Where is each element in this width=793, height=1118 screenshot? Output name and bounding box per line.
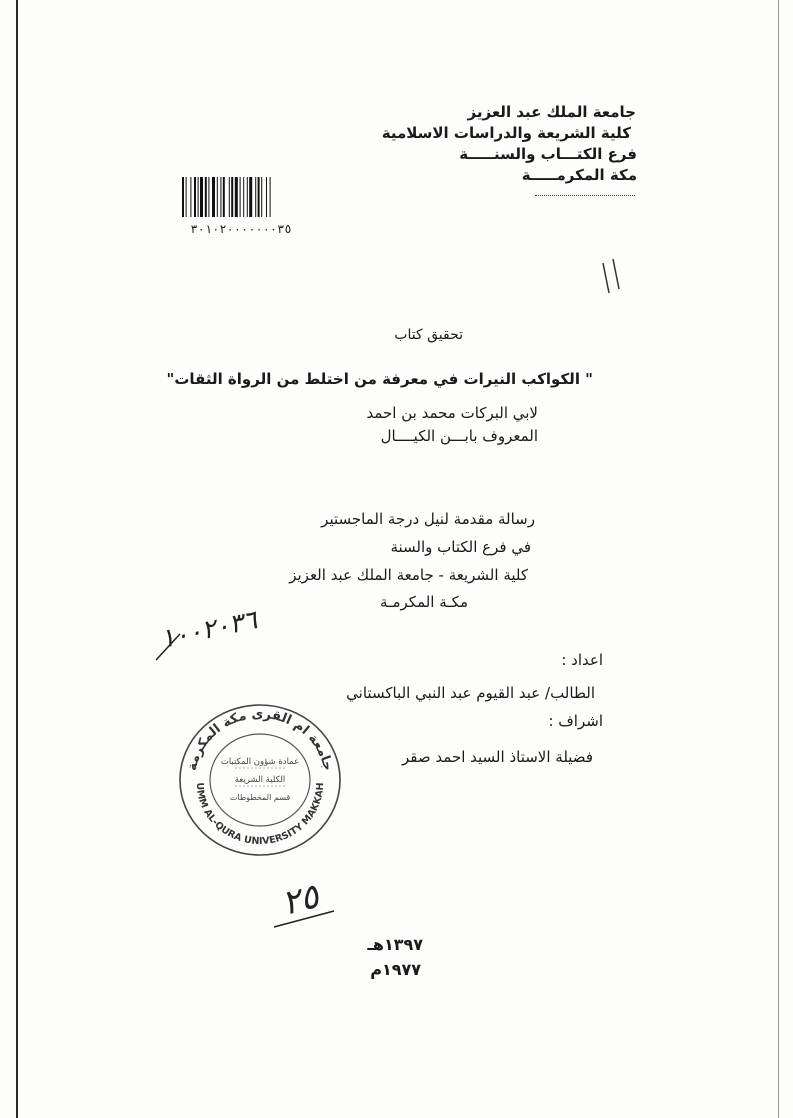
- barcode-bar: [205, 177, 207, 217]
- barcode-bar: [194, 177, 196, 217]
- barcode-bar: [200, 177, 203, 217]
- barcode-bar: [261, 177, 262, 217]
- scan-edge-right: [778, 0, 779, 1118]
- barcode-bar: [255, 177, 256, 217]
- barcode-bar: [186, 177, 187, 217]
- barcode-bar: [270, 177, 271, 217]
- barcode-bar: [247, 177, 248, 217]
- barcode-number: ٣٠١٠٢٠٠٠٠٠٠٠٣٥: [190, 222, 292, 236]
- thesis-line-2: في فرع الكتاب والسنة: [390, 538, 531, 556]
- handwritten-slash: [150, 630, 190, 665]
- header-branch: فرع الكتـــاب والسنـــــة: [459, 145, 637, 163]
- prepared-by-label: اعداد :: [561, 651, 603, 669]
- barcode-bar: [217, 177, 218, 217]
- stamp-inner-line-1: عمادة شؤون المكتبات: [220, 757, 300, 767]
- margin-pen-mark: [595, 255, 635, 300]
- barcode-bar: [235, 177, 238, 217]
- supervision-label: اشراف :: [548, 712, 603, 730]
- barcode-bar: [243, 177, 244, 217]
- barcode-bar: [231, 177, 233, 217]
- handwritten-accession-number: ١٠٠٢٠٣٦: [157, 605, 260, 655]
- thesis-line-4: مكـة المكرمـة: [380, 593, 468, 611]
- barcode-bar: [190, 177, 191, 217]
- handwritten-underline: [270, 905, 340, 935]
- handwritten-page-mark: ٢٥: [277, 876, 323, 924]
- book-title: " الكواكب النيرات في معرفة من اختلط من الرواة الثقات": [166, 370, 593, 388]
- supervisor-name: فضيلة الاستاذ السيد احمد صقر: [402, 748, 593, 766]
- header-faculty: كلية الشريعة والدراسات الاسلامية: [381, 124, 631, 142]
- header-underline: [535, 195, 635, 196]
- author-line-1: لابي البركات محمد بن احمد: [366, 404, 538, 422]
- barcode-bar: [266, 177, 267, 217]
- barcode-bar: [223, 177, 225, 217]
- barcode-bar: [229, 177, 230, 217]
- thesis-line-3: كلية الشريعة - جامعة الملك عبد العزيز: [289, 566, 528, 584]
- barcode-bar: [249, 177, 252, 217]
- stamp-inner-line-2: الكلية الشريعة: [234, 775, 286, 785]
- header-city: مكة المكرمـــــة: [521, 166, 637, 184]
- barcode-bar: [212, 177, 215, 217]
- date-hijri: ١٣٩٧هـ: [367, 935, 423, 954]
- author-line-2: المعروف بابـــن الكيــــال: [380, 427, 538, 445]
- barcode-bar: [240, 177, 241, 217]
- stamp-inner-line-3: قسم المخطوطات: [229, 793, 291, 802]
- svg-text:UMM AL-QURA UNIVERSITY MAKKAH: [194, 782, 326, 847]
- date-gregorian: ١٩٧٧م: [370, 960, 421, 979]
- header-university: جامعة الملك عبد العزيز: [467, 103, 636, 121]
- barcode-bar: [220, 177, 221, 217]
- title-intro: تحقيق كتاب: [394, 327, 463, 343]
- barcode-image: [181, 177, 299, 217]
- scan-edge-left: [16, 0, 18, 1118]
- barcode-bar: [198, 177, 199, 217]
- barcode-bar: [258, 177, 260, 217]
- stamp-english-arc: UMM AL-QURA UNIVERSITY MAKKAH: [193, 782, 327, 848]
- student-name: الطالب/ عبد القيوم عبد النبي الباكستاني: [346, 684, 595, 702]
- thesis-line-1: رسالة مقدمة لنيل درجة الماجستير: [321, 510, 535, 528]
- university-stamp: [175, 698, 345, 858]
- barcode-bar: [182, 177, 184, 217]
- stamp-arabic-arc: جامعة ام القرى مكة المكرمة: [184, 706, 336, 773]
- barcode-bar: [208, 177, 209, 217]
